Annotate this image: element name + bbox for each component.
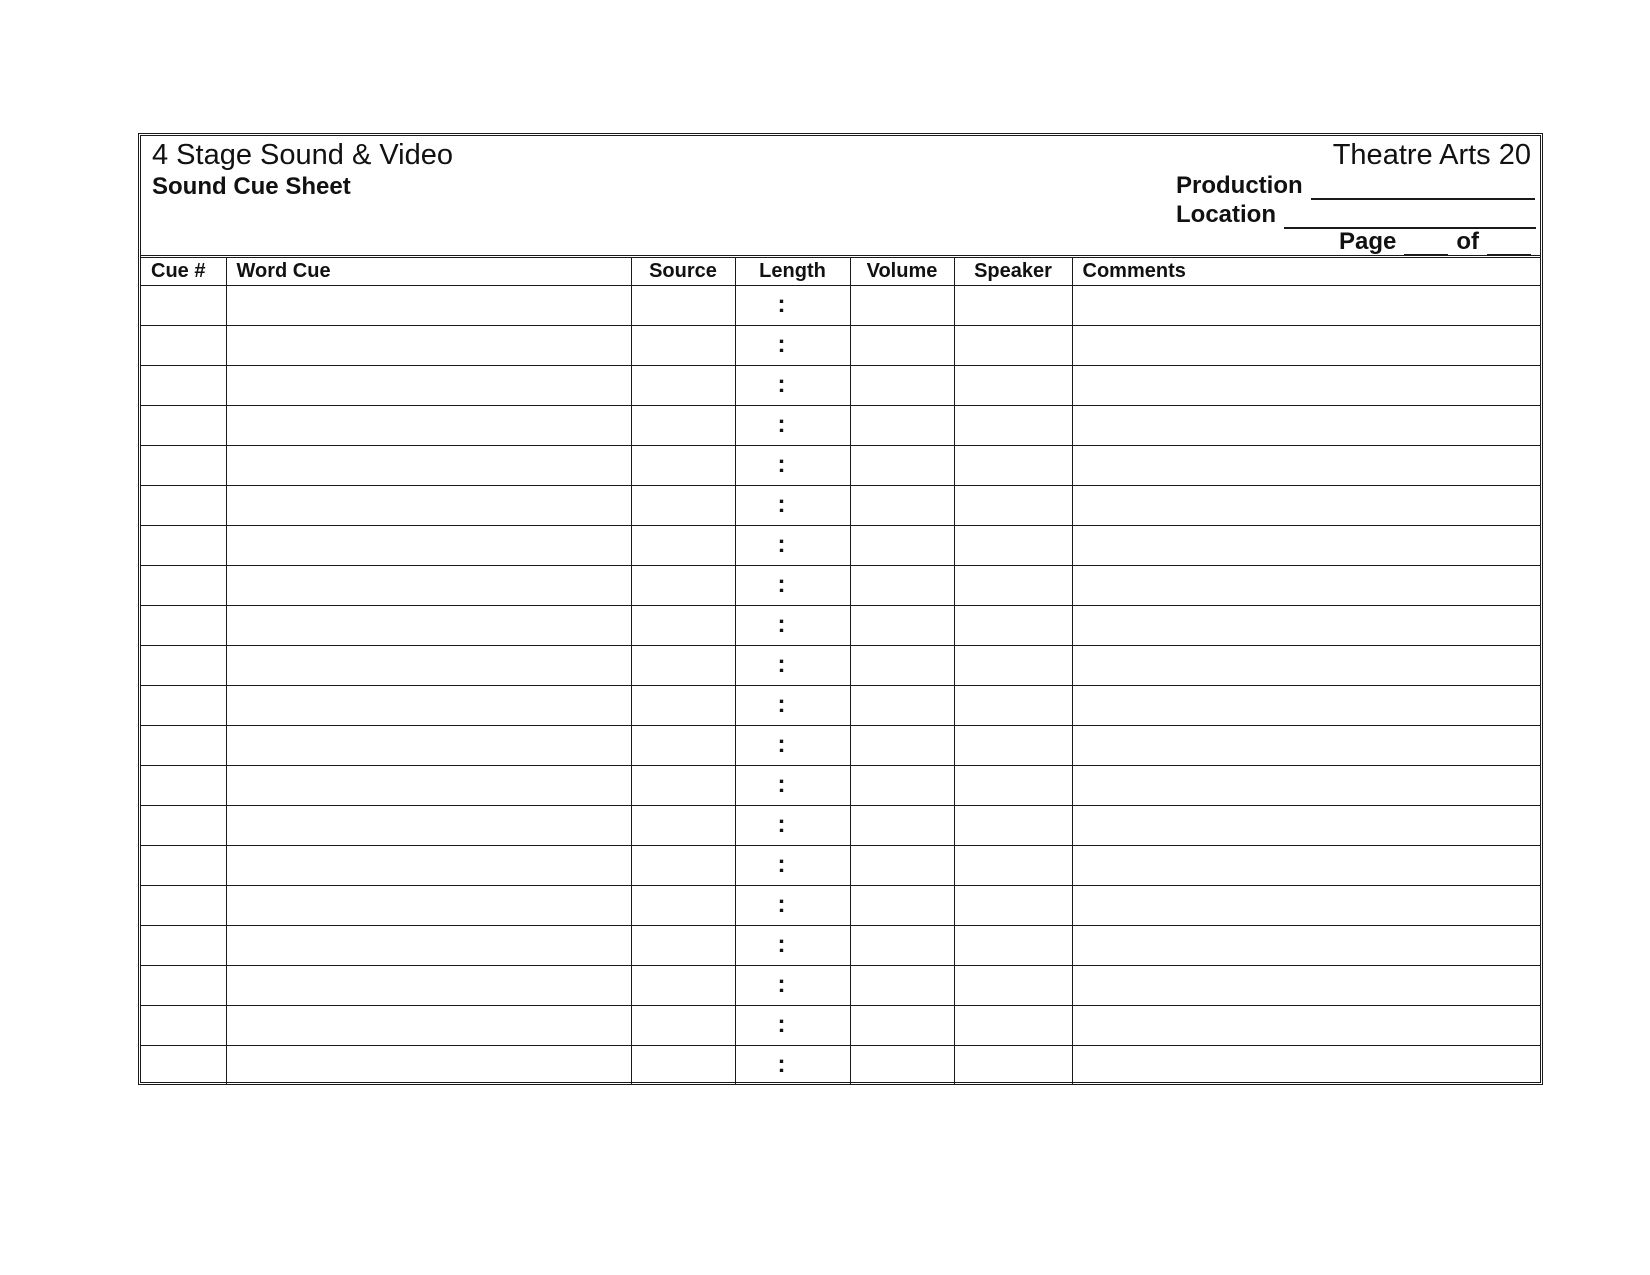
comments-cell[interactable]	[1072, 885, 1540, 925]
volume-cell[interactable]	[850, 685, 954, 725]
table-row	[141, 525, 1540, 565]
column-header-source: Source	[631, 258, 735, 285]
speaker-cell[interactable]	[954, 525, 1072, 565]
volume-cell[interactable]	[850, 405, 954, 445]
comments-cell[interactable]	[1072, 1045, 1540, 1085]
length-separator: :	[777, 931, 786, 958]
length-cell[interactable]	[735, 885, 850, 925]
source-cell[interactable]	[631, 645, 735, 685]
cue-sheet	[138, 133, 1543, 1085]
length-separator: :	[777, 811, 786, 838]
page-field[interactable]	[1339, 228, 1531, 256]
source-cell[interactable]	[631, 445, 735, 485]
table-row	[141, 445, 1540, 485]
length-cell[interactable]	[735, 645, 850, 685]
comments-cell[interactable]	[1072, 365, 1540, 405]
comments-cell[interactable]	[1072, 725, 1540, 765]
page-label: Page	[1338, 228, 1397, 255]
cue-number-cell[interactable]	[141, 725, 226, 765]
source-cell[interactable]	[631, 885, 735, 925]
length-cell[interactable]	[735, 1045, 850, 1085]
word-cue-cell[interactable]	[226, 885, 631, 925]
length-cell[interactable]	[735, 685, 850, 725]
of-label: of	[1456, 228, 1479, 255]
volume-cell[interactable]	[850, 445, 954, 485]
column-header-length: Length	[735, 258, 850, 285]
length-separator: :	[777, 771, 786, 798]
speaker-cell[interactable]	[954, 1005, 1072, 1045]
source-cell[interactable]	[631, 805, 735, 845]
volume-cell[interactable]	[850, 1005, 954, 1045]
source-cell[interactable]	[631, 1005, 735, 1045]
cue-rows	[141, 285, 1540, 1085]
word-cue-cell[interactable]	[226, 845, 631, 885]
speaker-cell[interactable]	[954, 365, 1072, 405]
length-separator: :	[777, 651, 786, 678]
table-row	[141, 725, 1540, 765]
length-separator: :	[777, 1011, 786, 1038]
source-cell[interactable]	[631, 965, 735, 1005]
cue-number-cell[interactable]	[141, 845, 226, 885]
length-cell[interactable]	[735, 725, 850, 765]
comments-cell[interactable]	[1072, 1005, 1540, 1045]
column-header-cue: Cue #	[141, 258, 226, 285]
word-cue-cell[interactable]	[226, 285, 631, 325]
length-cell[interactable]	[735, 405, 850, 445]
length-separator: :	[777, 451, 786, 478]
length-cell[interactable]	[735, 365, 850, 405]
word-cue-cell[interactable]	[226, 925, 631, 965]
length-separator: :	[777, 691, 786, 718]
table-row	[141, 925, 1540, 965]
cue-number-cell[interactable]	[141, 405, 226, 445]
source-cell[interactable]	[631, 565, 735, 605]
comments-cell[interactable]	[1072, 605, 1540, 645]
word-cue-cell[interactable]	[226, 365, 631, 405]
length-cell[interactable]	[735, 285, 850, 325]
word-cue-cell[interactable]	[226, 725, 631, 765]
table-row	[141, 805, 1540, 845]
speaker-cell[interactable]	[954, 725, 1072, 765]
cue-number-cell[interactable]	[141, 805, 226, 845]
cue-number-cell[interactable]	[141, 925, 226, 965]
table-row	[141, 605, 1540, 645]
length-cell[interactable]	[735, 485, 850, 525]
comments-cell[interactable]	[1072, 965, 1540, 1005]
length-separator: :	[777, 491, 786, 518]
table-row	[141, 965, 1540, 1005]
word-cue-cell[interactable]	[226, 485, 631, 525]
volume-cell[interactable]	[850, 765, 954, 805]
length-separator: :	[777, 891, 786, 918]
cue-number-cell[interactable]	[141, 685, 226, 725]
length-separator: :	[777, 291, 786, 318]
speaker-cell[interactable]	[954, 645, 1072, 685]
cue-number-cell[interactable]	[141, 605, 226, 645]
source-cell[interactable]	[631, 725, 735, 765]
table-row	[141, 845, 1540, 885]
comments-cell[interactable]	[1072, 285, 1540, 325]
length-separator: :	[777, 1051, 786, 1079]
cue-number-cell[interactable]	[141, 445, 226, 485]
production-label: Production	[1176, 172, 1303, 199]
cue-number-cell[interactable]	[141, 645, 226, 685]
table-row	[141, 285, 1540, 325]
table-row	[141, 485, 1540, 525]
comments-cell[interactable]	[1072, 485, 1540, 525]
cue-number-cell[interactable]	[141, 1045, 226, 1085]
speaker-cell[interactable]	[954, 765, 1072, 805]
column-header-comments: Comments	[1072, 258, 1540, 285]
comments-cell[interactable]	[1072, 645, 1540, 685]
speaker-cell[interactable]	[954, 445, 1072, 485]
source-cell[interactable]	[631, 485, 735, 525]
volume-cell[interactable]	[850, 965, 954, 1005]
length-cell[interactable]	[735, 1005, 850, 1045]
cue-number-cell[interactable]	[141, 365, 226, 405]
volume-cell[interactable]	[850, 565, 954, 605]
column-header-word-cue: Word Cue	[226, 258, 631, 285]
cue-number-cell[interactable]	[141, 1005, 226, 1045]
column-header-volume: Volume	[850, 258, 954, 285]
cue-table	[141, 258, 1540, 1085]
comments-cell[interactable]	[1072, 685, 1540, 725]
length-cell[interactable]	[735, 805, 850, 845]
speaker-cell[interactable]	[954, 565, 1072, 605]
source-cell[interactable]	[631, 365, 735, 405]
sheet-header	[141, 136, 1540, 258]
comments-cell[interactable]	[1072, 445, 1540, 485]
table-row	[141, 645, 1540, 685]
length-separator: :	[777, 971, 786, 998]
table-row	[141, 885, 1540, 925]
length-cell[interactable]	[735, 965, 850, 1005]
length-cell[interactable]	[735, 445, 850, 485]
speaker-cell[interactable]	[954, 885, 1072, 925]
location-field[interactable]	[1176, 201, 1536, 229]
table-row	[141, 565, 1540, 605]
speaker-cell[interactable]	[954, 685, 1072, 725]
volume-cell[interactable]	[850, 885, 954, 925]
table-row	[141, 365, 1540, 405]
speaker-cell[interactable]	[954, 285, 1072, 325]
comments-cell[interactable]	[1072, 805, 1540, 845]
speaker-cell[interactable]	[954, 805, 1072, 845]
speaker-cell[interactable]	[954, 405, 1072, 445]
volume-cell[interactable]	[850, 525, 954, 565]
volume-cell[interactable]	[850, 925, 954, 965]
cue-number-cell[interactable]	[141, 325, 226, 365]
location-label: Location	[1176, 201, 1276, 228]
source-cell[interactable]	[631, 685, 735, 725]
source-cell[interactable]	[631, 605, 735, 645]
length-separator: :	[777, 851, 786, 878]
course-title: Theatre Arts 20	[1332, 139, 1531, 171]
source-cell[interactable]	[631, 285, 735, 325]
table-header-row	[141, 258, 1540, 285]
word-cue-cell[interactable]	[226, 405, 631, 445]
word-cue-cell[interactable]	[226, 765, 631, 805]
cue-number-cell[interactable]	[141, 885, 226, 925]
cue-number-cell[interactable]	[141, 565, 226, 605]
source-cell[interactable]	[631, 765, 735, 805]
word-cue-cell[interactable]	[226, 445, 631, 485]
word-cue-cell[interactable]	[226, 605, 631, 645]
speaker-cell[interactable]	[954, 325, 1072, 365]
volume-cell[interactable]	[850, 365, 954, 405]
length-cell[interactable]	[735, 845, 850, 885]
sheet-title: Sound Cue Sheet	[152, 173, 351, 200]
source-cell[interactable]	[631, 845, 735, 885]
speaker-cell[interactable]	[954, 965, 1072, 1005]
comments-cell[interactable]	[1072, 765, 1540, 805]
volume-cell[interactable]	[850, 805, 954, 845]
length-separator: :	[777, 611, 786, 638]
volume-cell[interactable]	[850, 1045, 954, 1085]
location-blank[interactable]	[1284, 205, 1536, 229]
cue-number-cell[interactable]	[141, 525, 226, 565]
length-separator: :	[777, 531, 786, 558]
length-cell[interactable]	[735, 565, 850, 605]
word-cue-cell[interactable]	[226, 525, 631, 565]
volume-cell[interactable]	[850, 285, 954, 325]
cue-number-cell[interactable]	[141, 485, 226, 525]
speaker-cell[interactable]	[954, 845, 1072, 885]
word-cue-cell[interactable]	[226, 645, 631, 685]
word-cue-cell[interactable]	[226, 1045, 631, 1085]
production-field[interactable]	[1176, 172, 1535, 200]
source-cell[interactable]	[631, 925, 735, 965]
volume-cell[interactable]	[850, 605, 954, 645]
table-row	[141, 1005, 1540, 1045]
word-cue-cell[interactable]	[226, 965, 631, 1005]
word-cue-cell[interactable]	[226, 805, 631, 845]
source-cell[interactable]	[631, 325, 735, 365]
comments-cell[interactable]	[1072, 325, 1540, 365]
speaker-cell[interactable]	[954, 925, 1072, 965]
length-separator: :	[777, 331, 786, 358]
speaker-cell[interactable]	[954, 605, 1072, 645]
cue-number-cell[interactable]	[141, 285, 226, 325]
table-row	[141, 765, 1540, 805]
cue-number-cell[interactable]	[141, 765, 226, 805]
org-title: 4 Stage Sound & Video	[152, 139, 453, 171]
word-cue-cell[interactable]	[226, 685, 631, 725]
word-cue-cell[interactable]	[226, 325, 631, 365]
length-separator: :	[777, 571, 786, 598]
table-row	[141, 405, 1540, 445]
table-row	[141, 685, 1540, 725]
comments-cell[interactable]	[1072, 565, 1540, 605]
production-blank[interactable]	[1311, 176, 1535, 200]
volume-cell[interactable]	[850, 725, 954, 765]
speaker-cell[interactable]	[954, 485, 1072, 525]
length-cell[interactable]	[735, 325, 850, 365]
table-row	[141, 325, 1540, 365]
page-total-blank[interactable]	[1487, 232, 1531, 256]
length-cell[interactable]	[735, 525, 850, 565]
cue-number-cell[interactable]	[141, 965, 226, 1005]
comments-cell[interactable]	[1072, 925, 1540, 965]
comments-cell[interactable]	[1072, 845, 1540, 885]
length-separator: :	[777, 371, 786, 398]
volume-cell[interactable]	[850, 485, 954, 525]
length-separator: :	[777, 731, 786, 758]
word-cue-cell[interactable]	[226, 1005, 631, 1045]
length-cell[interactable]	[735, 765, 850, 805]
speaker-cell[interactable]	[954, 1045, 1072, 1085]
source-cell[interactable]	[631, 525, 735, 565]
volume-cell[interactable]	[850, 325, 954, 365]
word-cue-cell[interactable]	[226, 565, 631, 605]
volume-cell[interactable]	[850, 845, 954, 885]
page-number-blank[interactable]	[1404, 232, 1448, 256]
column-header-speaker: Speaker	[954, 258, 1072, 285]
source-cell[interactable]	[631, 1045, 735, 1085]
volume-cell[interactable]	[850, 645, 954, 685]
table-row	[141, 1045, 1540, 1085]
length-separator: :	[777, 411, 786, 438]
length-cell[interactable]	[735, 925, 850, 965]
length-cell[interactable]	[735, 605, 850, 645]
comments-cell[interactable]	[1072, 525, 1540, 565]
comments-cell[interactable]	[1072, 405, 1540, 445]
source-cell[interactable]	[631, 405, 735, 445]
